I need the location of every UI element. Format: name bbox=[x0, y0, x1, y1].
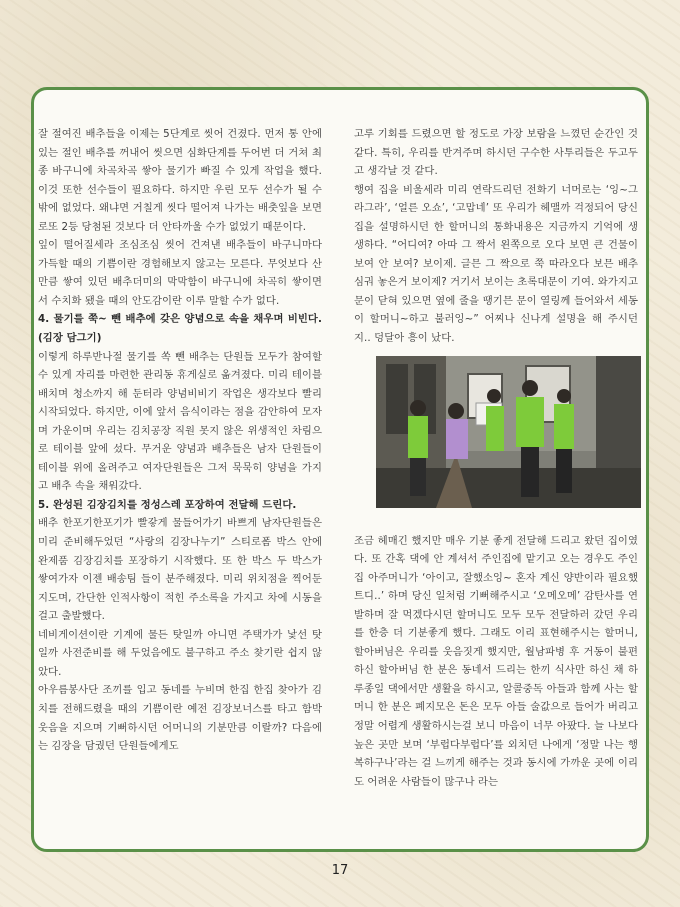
paragraph-5: 네비게이션이란 기계에 물든 탓일까 아니면 주택가가 낯선 탓일까 사전준비를 해 두었음에도 불구하고 주소 찾기란 쉽지 않았다. bbox=[38, 628, 322, 678]
paragraph-4: 배추 한포기한포기가 빨갛게 물들어가기 바쁘게 남자단원들은 미리 준비해두었던 “사랑의 김장나누기” 스티로폼 박스 안에 완제품 김장김치를 포장하기 시작했다. 또 한 박스 두 박스가 쌓여가자 이젠 배송팀 들이 분주해졌다. 미리 위치점을 찍어둔 지도며, 간단한 인적사항이 적힌 주소록을 가지고 차에 시동을 걸고 출발했다. bbox=[38, 517, 322, 623]
paragraph-3: 이렇게 하루반나절 물기를 쏙 뺀 배추는 단원들 모두가 참여할 수 있게 자리를 마련한 관리동 휴게실로 옮겨졌다. 미리 테이블 배치며 청소까지 해 둔터라 양념비비기 작업은 생각보다 빨리 시작되었다. 하지만, 이에 앞서 음식이라는 점을 감안하여 모자며 가운이며 우리는 김치공장 직원 못지 않은 위생적인 차림으로 테이블 앞에 섰다. 무거운 양념과 배추들은 남자 단원들이 테이블 위에 올려주고 여자단원들은 그저 묵묵히 양념을 가지고 배추 속을 채워갔다. bbox=[38, 350, 322, 493]
paragraph-8: 행여 집을 비울세라 미리 연락드리던 전화기 너머로는 ‘잉~그라그라’, ‘얼른 오쇼’, ‘고맙네’ 또 우리가 헤맬까 걱정되어 당신 집을 설명하시던 한 할머니의 통화내용은 지금까지 기억에 생생하다. “어디여? 아따 그 짝서 왼쪽으로 오다 보면 큰 건물이 보여 안 보여? 보이제. 글믄 그 짝으로 쭉 따라오다 보믄 배추 심궈 놓은거 보이제? 거기서 보이는 초록대문이 기여. 와가지고 문이 닫혀 있으면 옆에 줄을 땡기믄 문이 열링께 들어와서 세동이 할머니~하고 불러잉~” 어찌나 신나게 설명을 해 주시던지.. 덩달아 흥이 났다. bbox=[354, 183, 638, 345]
left-column bbox=[38, 125, 322, 756]
page-number: 17 bbox=[331, 863, 349, 878]
paragraph-6: 아우름봉사단 조끼를 입고 동네를 누비며 한집 한집 찾아가 김치를 전해드렸을 때의 기쁨이란 예전 김장보너스를 타고 함박웃음을 지으며 기뻐하시던 어머니의 기분만큼 이랄까? 다음에는 김장을 담궜던 단원들에게도 bbox=[38, 684, 322, 753]
right-column bbox=[354, 125, 638, 791]
paragraph-7: 고루 기회를 드렸으면 할 정도로 가장 보람을 느꼈던 순간인 것 같다. 특히, 우리를 반겨주며 하시던 구수한 사투리들은 두고두고 생각날 것 같다. bbox=[354, 128, 638, 178]
section-heading-4: 4. 물기를 쭉~ 뺀 배추에 갖은 양념으로 속을 채우며 비빈다. (김장 담그기) bbox=[38, 313, 322, 345]
volunteer-photo bbox=[376, 356, 641, 508]
section-heading-5: 5. 완성된 김장김치를 정성스레 포장하여 전달해 드린다. bbox=[38, 498, 297, 511]
paragraph-2: 잎이 떨어질세라 조심조심 씻어 건져낸 배추들이 바구니마다 가득할 때의 기쁨이란 경험해보지 않고는 모른다. 무엇보다 산만큼 쌓여 있던 배추더미의 막막함이 바구니에 차곡히 쌓이면서 수치화 됐을 때의 안도감이란 이루 말할 수가 없다. bbox=[38, 239, 322, 307]
paragraph-9: 조금 헤매긴 했지만 매우 기분 좋게 전달해 드리고 왔던 집이였다. 또 간혹 댁에 안 계셔서 주인집에 맡기고 오는 경우도 주인집 아주머니가 ‘아이고, 잘했소잉~ 혼자 계신 양반이라 필요했트디..’ 하며 당신 일처럼 기뻐해주시고 ‘오메오메’ 감탄사를 연발하며 잘 먹겠다시던 할머니도 모두 모두 전달하러 갔던 우리를 한층 더 기분좋게 했다. 그래도 이리 표현해주시는 할머니,할아버님은 우리를 웃음짓게 했지만, 월남파병 후 거동이 불편하신 할아버님 한 분은 동네서 드리는 한끼 식사만 하신 채 하루종일 댁에서만 생활을 하시고, 알콜중독 아들과 함께 사는 할머니 한 분은 폐지모은 돈은 모두 아들 술값으로 들어가 버리고정말 어렵게 생활하시는걸 보니 마음이 너무 아팠다. 늘 나보다 높은 곳만 보며 ‘부럽다부럽다’를 외치던 나에게 ‘정말 나는 행복하구나’라는 걸 느끼게 해주는 것과 동시에 가까운 곳에 이리도 어려운 사람들이 많구나 라는 bbox=[354, 534, 638, 788]
photo-volunteers-icon bbox=[376, 356, 641, 508]
paragraph-1: 잘 절여진 배추들을 이제는 5단계로 씻어 건졌다. 먼저 통 안에 있는 절인 배추를 꺼내어 씻으면 심화단계를 두어번 더 거쳐 최종 바구니에 차곡차곡 쌓아 물기가 빠질 수 있게 작업을 했다. 이것 또한 선수들이 필요하다. 하지만 우린 모두 선수가 될 수 밖에 없었다. 왜냐면 거칠게 씻다 떨어져 나가는 배춧잎을 보면 로또 2등 당첨된 것보다 더 안타까울 수가 없었기 때문이다. bbox=[38, 128, 322, 233]
article-panel bbox=[31, 87, 649, 852]
